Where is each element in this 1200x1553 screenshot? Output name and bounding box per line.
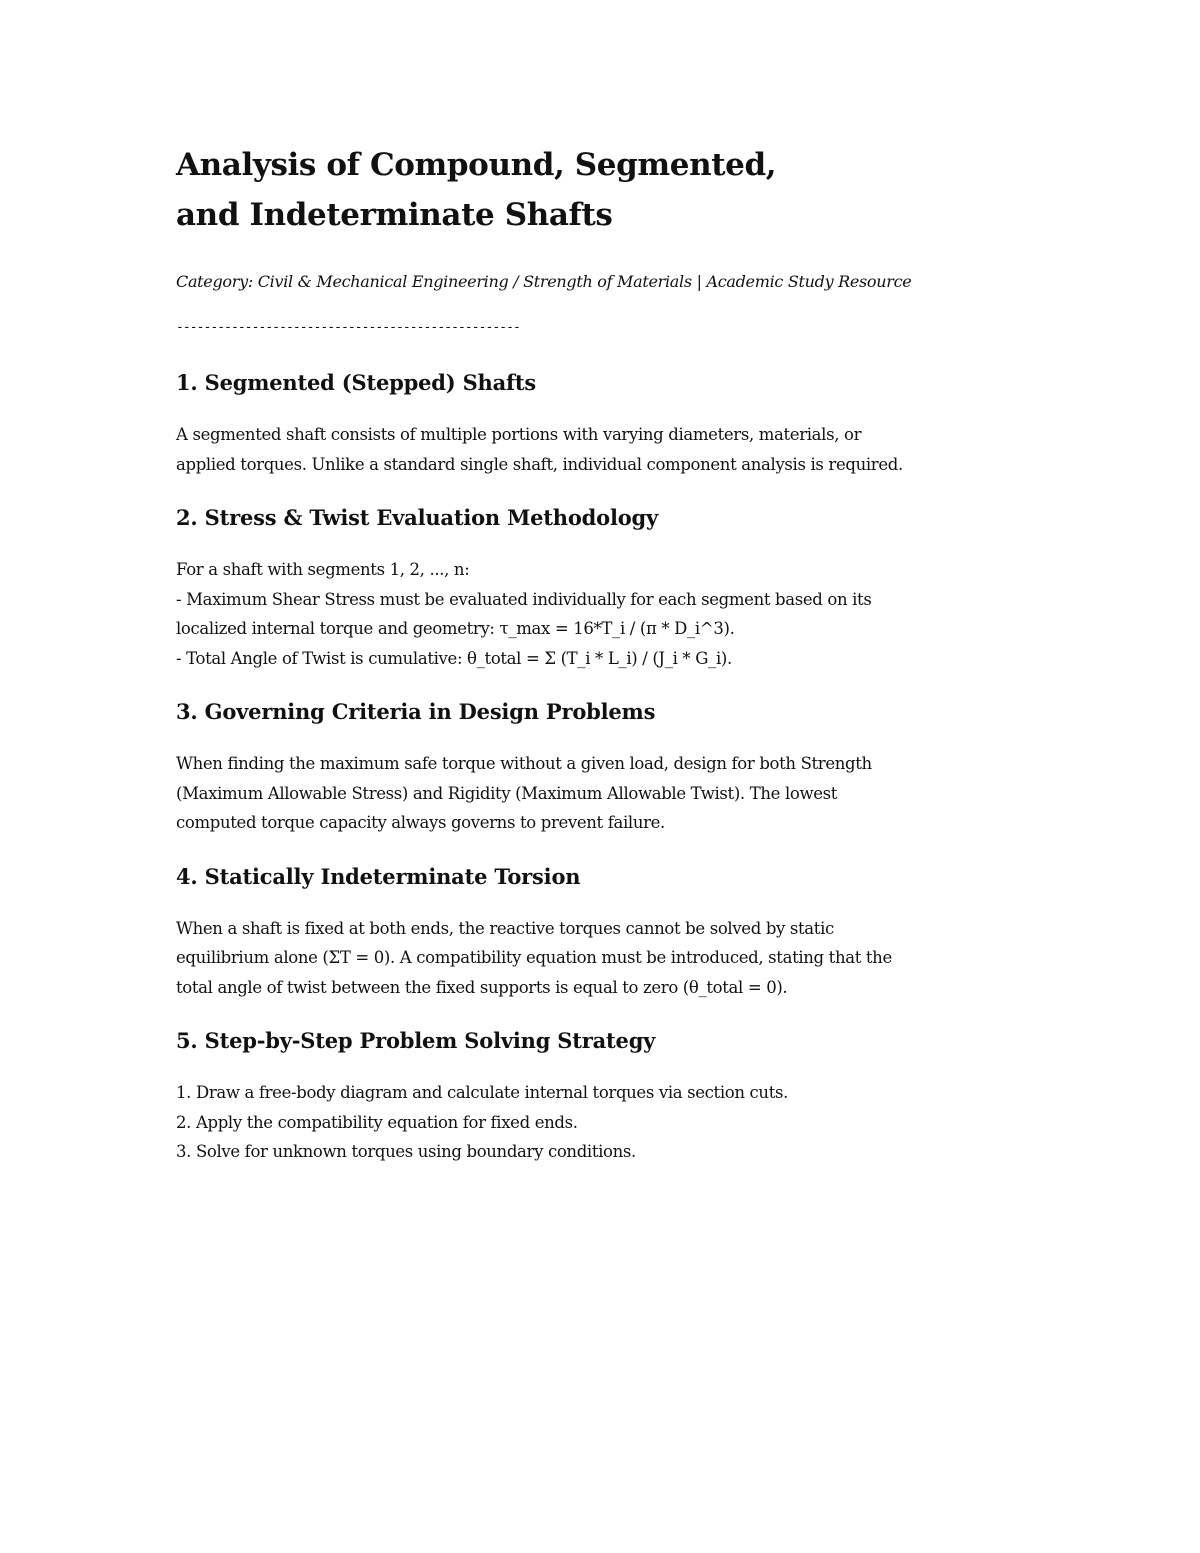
body-line: When a shaft is fixed at both ends, the reactive torques cannot be solved by static [176, 918, 834, 938]
document-title: Analysis of Compound, Segmented, and Indeterminate Shafts [176, 147, 777, 233]
list-item: 1. Draw a free-body diagram and calculate internal torques via section cuts. [176, 1083, 788, 1102]
body-line: localized internal torque and geometry: τ_max = 16*T_i / (π * D_i^3). [176, 619, 735, 638]
category-line: Category: Civil & Mechanical Engineering / Strength of Materials | Academic Study Resource [176, 272, 912, 291]
section-solving-strategy [176, 1026, 1036, 1167]
section-heading: 4. Statically Indeterminate Torsion [176, 863, 581, 889]
section-body [176, 749, 1036, 838]
section-heading: 3. Governing Criteria in Design Problems [176, 699, 656, 724]
body-line: A segmented shaft consists of multiple portions with varying diameters, materials, or [176, 425, 862, 444]
list-item: 2. Apply the compatibility equation for fixed ends. [176, 1112, 578, 1132]
section-segmented-shafts [176, 368, 1036, 479]
body-line: - Maximum Shear Stress must be evaluated individually for each segment based on its [176, 589, 872, 609]
section-heading: 1. Segmented (Stepped) Shafts [176, 370, 536, 395]
body-line: - Total Angle of Twist is cumulative: θ_total = Σ (T_i * L_i) / (J_i * G_i). [176, 648, 732, 668]
section-heading: 5. Step-by-Step Problem Solving Strategy [176, 1028, 656, 1053]
list-item: 3. Solve for unknown torques using boundary conditions. [176, 1142, 636, 1161]
body-line: computed torque capacity always governs to prevent failure. [176, 813, 665, 832]
divider-line: -------------------------------------------------- [176, 320, 520, 335]
section-stress-twist [176, 503, 1036, 673]
section-body [176, 555, 1036, 673]
document-page [176, 140, 1036, 1167]
body-line: When finding the maximum safe torque without a given load, design for both Strength [176, 754, 872, 773]
section-body [176, 914, 1036, 1003]
section-governing-criteria [176, 697, 1036, 838]
section-body [176, 420, 1036, 479]
body-line: For a shaft with segments 1, 2, ..., n: [176, 560, 470, 579]
body-line: (Maximum Allowable Stress) and Rigidity (Maximum Allowable Twist). The lowest [176, 783, 838, 803]
body-line: total angle of twist between the fixed supports is equal to zero (θ_total = 0). [176, 977, 788, 997]
body-line: applied torques. Unlike a standard single shaft, individual component analysis is required. [176, 454, 903, 474]
body-line: equilibrium alone (ΣT = 0). A compatibility equation must be introduced, stating that the [176, 948, 892, 967]
section-heading: 2. Stress & Twist Evaluation Methodology [176, 505, 659, 530]
section-indeterminate-torsion [176, 862, 1036, 1003]
strategy-steps-list [176, 1078, 1036, 1167]
